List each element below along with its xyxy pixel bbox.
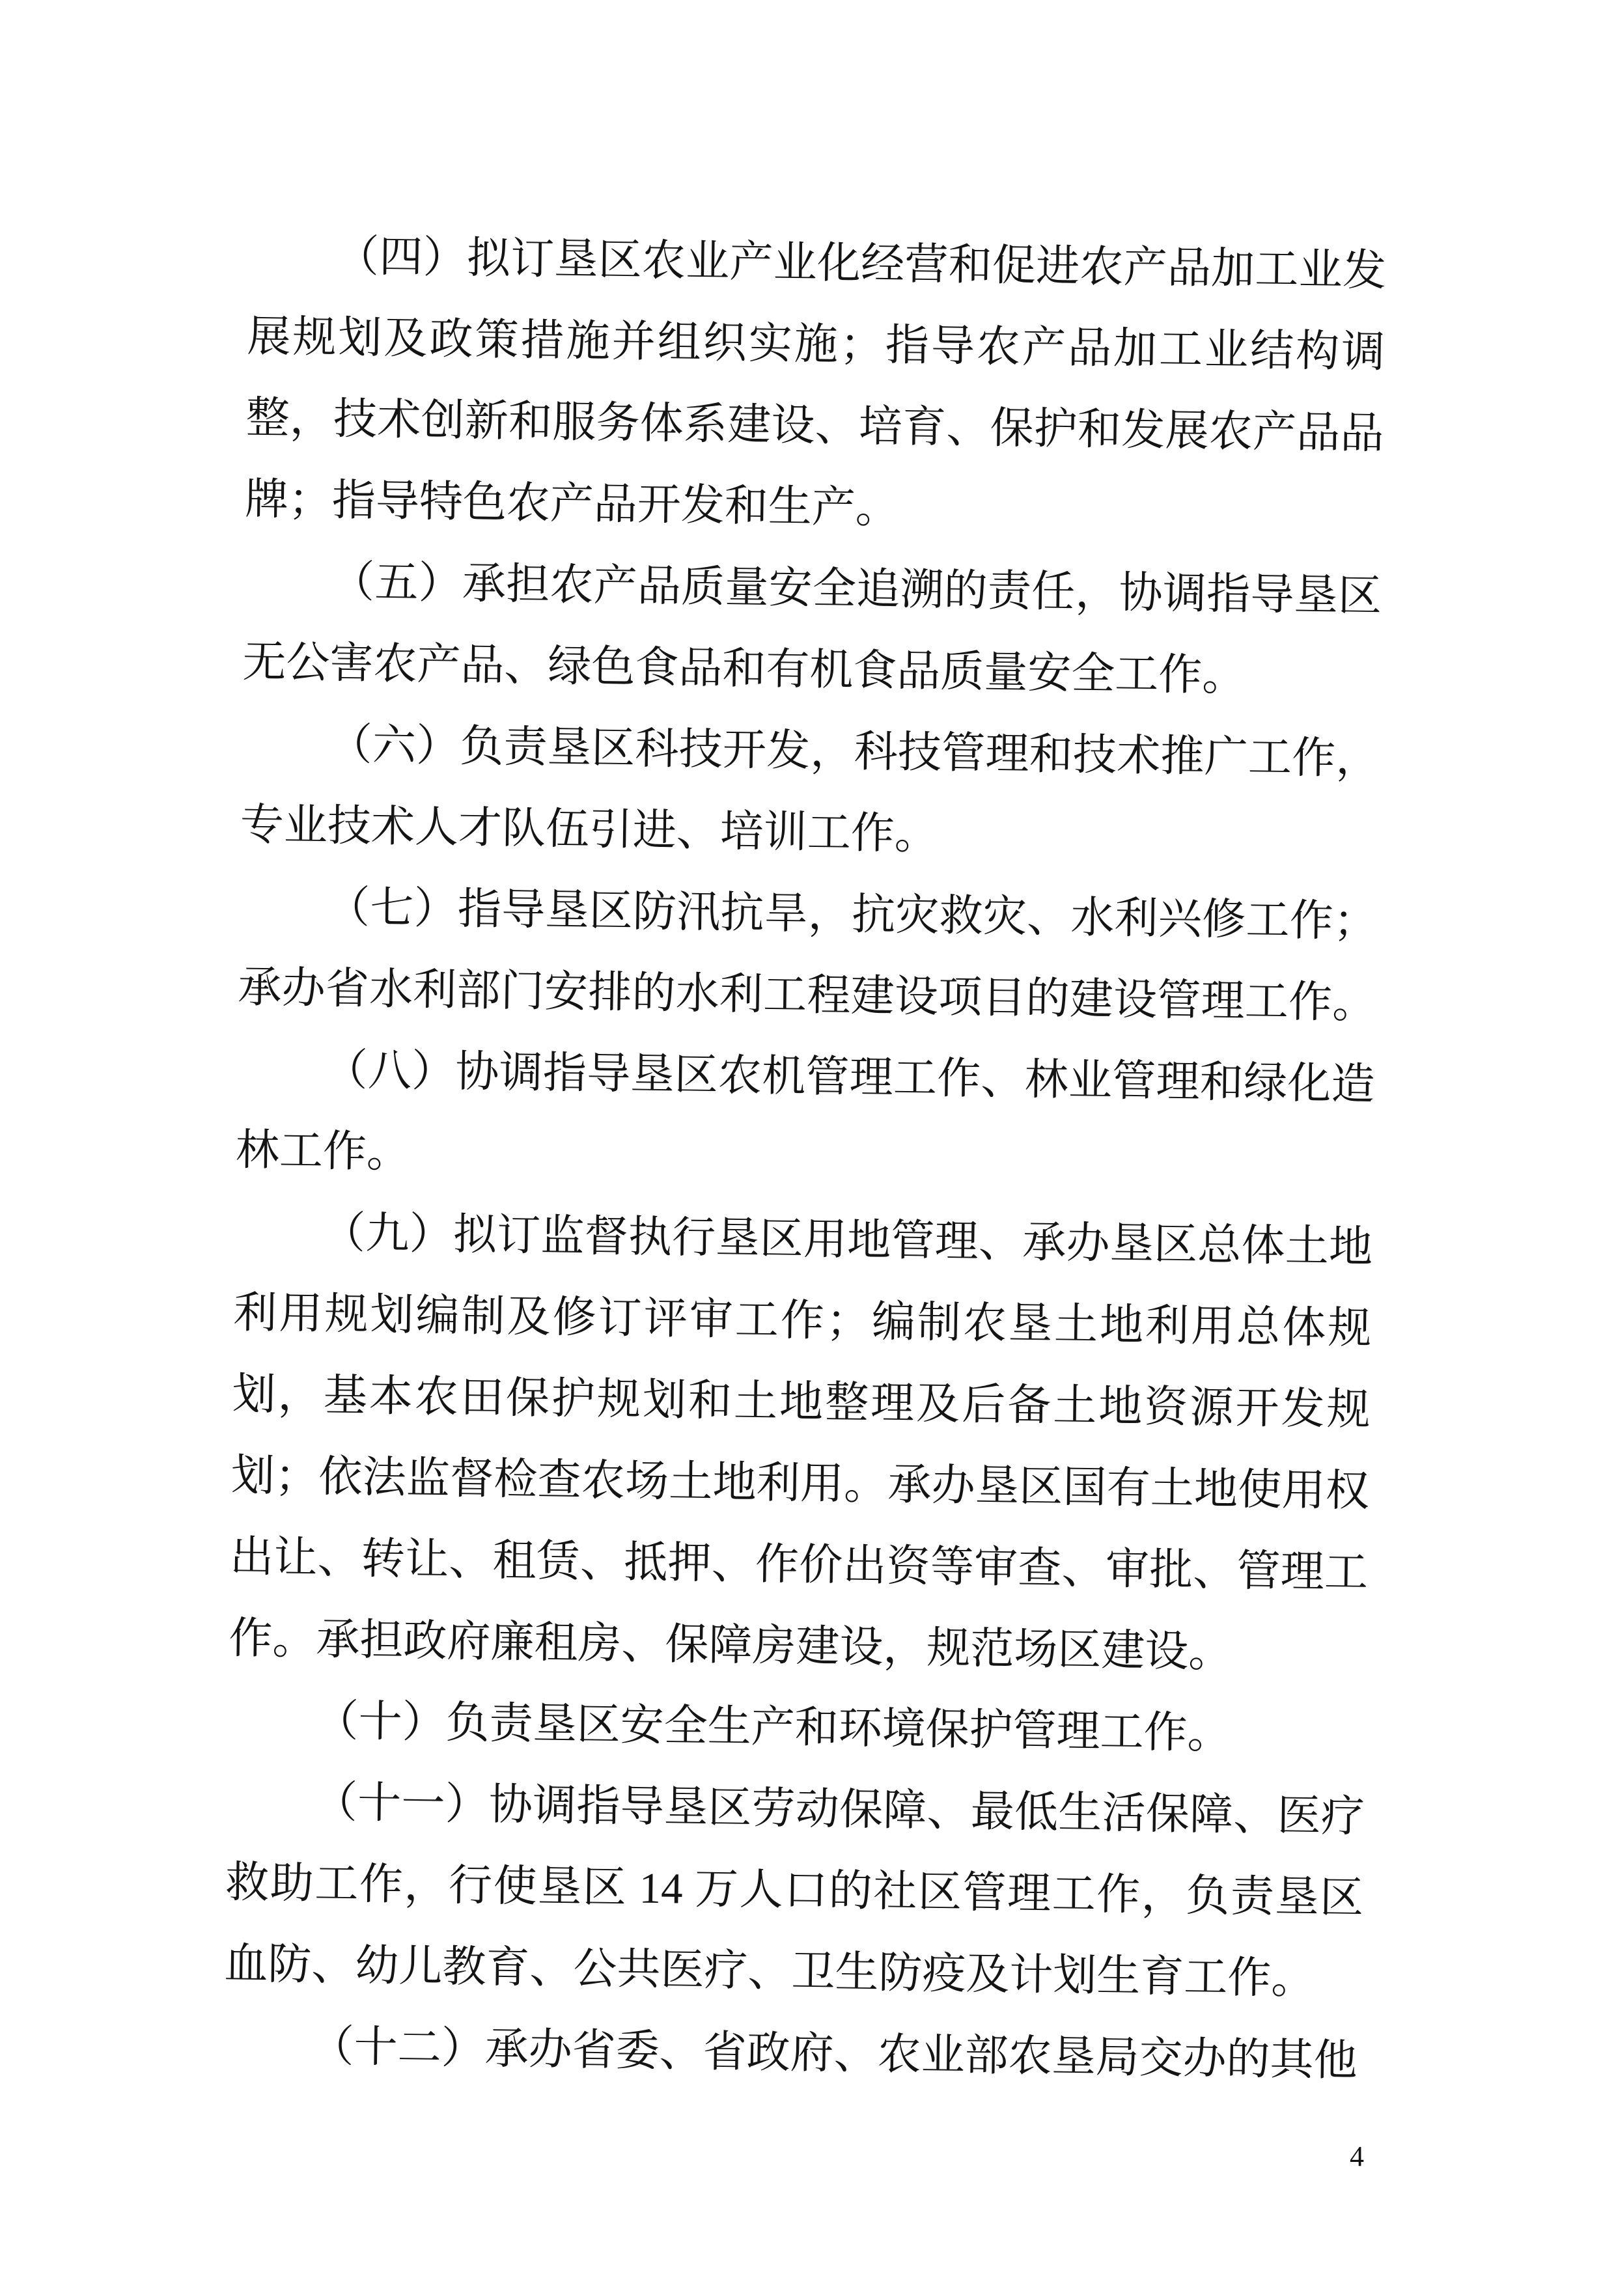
text-line: 牌；指导特色农产品开发和生产。 [244,475,900,533]
text-line: 救助工作，行使垦区 14 万人口的社区管理工作，负责垦区 [225,1858,1364,1923]
text-line: （六）负责垦区科技开发，科技管理和技术推广工作， [328,720,1380,784]
text-line: （八）协调指导垦区农机管理工作、林业管理和绿化造 [324,1045,1376,1109]
text-line: （七）指导垦区防汛抗旱，抗灾救灾、水利兴修工作； [326,883,1378,947]
page-number: 4 [1350,2140,1364,2172]
text-line: （九）拟订监督执行垦区用地管理、承办垦区总体土地 [321,1208,1373,1272]
document-body [223,215,1387,2102]
text-line: 专业技术人才队伍引进、培训工作。 [240,800,939,859]
text-line: 利用规划编制及修订评审工作；编制农垦土地利用总体规 [232,1288,1372,1353]
text-line: 整，技术创新和服务体系建设、培育、保护和发展农产品品 [245,393,1384,458]
text-line: 血防、幼儿教育、公共医疗、卫生防疫及计划生育工作。 [223,1939,1315,2004]
text-line: 出让、转让、租赁、抵押、作价出资等审查、审批、管理工 [229,1532,1369,1598]
text-line: 作。承担政府廉租房、保障房建设，规范场区建设。 [228,1614,1233,1677]
text-line: （五）承担农产品质量安全追溯的责任，协调指导垦区 [330,557,1382,621]
text-line: 承办省水利部门安排的水利工程建设项目的建设管理工作。 [237,963,1376,1028]
text-line: 划；依法监督检查农场土地利用。承办垦区国有土地使用权 [230,1451,1370,1516]
text-line: （十）负责垦区安全生产和环境保护管理工作。 [314,1696,1232,1758]
text-line: （十二）承办省委、省政府、农业部农垦局交办的其他 [310,2022,1358,2086]
text-line: （四）拟订垦区农业产业化经营和促进农产品加工业发 [335,232,1387,296]
text-line: （十一）协调指导垦区劳动保障、最低生活保障、医疗 [313,1778,1365,1842]
text-line: 划，基本农田保护规划和土地整理及后备土地资源开发规 [232,1370,1371,1435]
text-line: 无公害农产品、绿色食品和有机食品质量安全工作。 [242,637,1246,700]
text-line: 林工作。 [235,1126,411,1177]
text-line: 展规划及政策措施并组织实施；指导农产品加工业结构调 [246,312,1386,377]
